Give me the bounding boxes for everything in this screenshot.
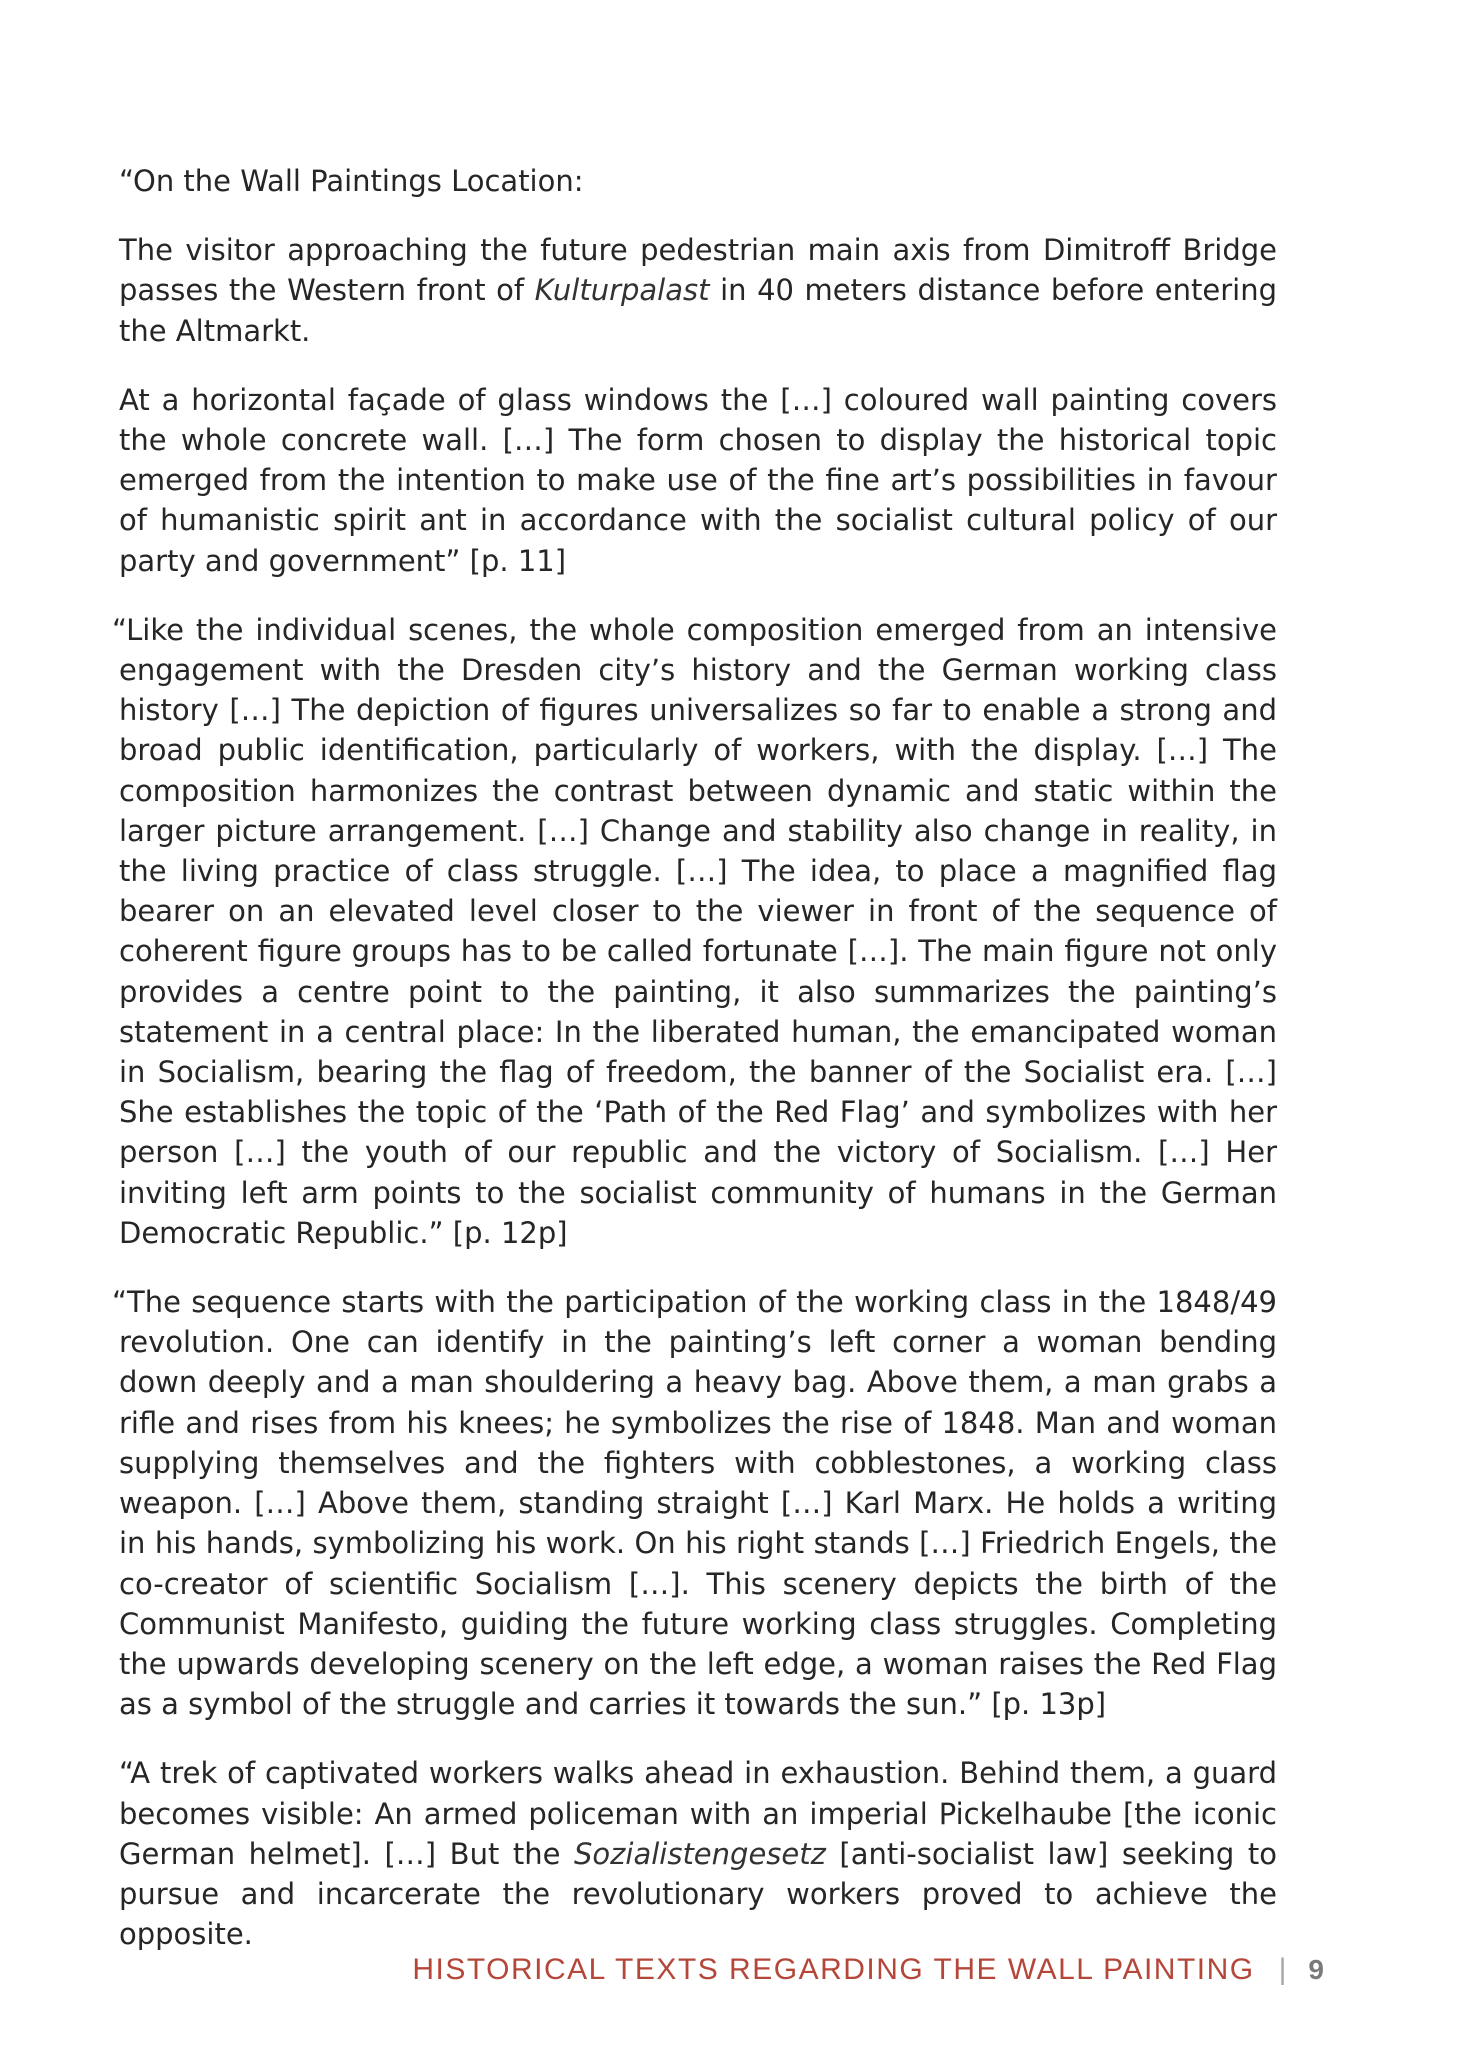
paragraph-trek [119,1753,1277,1954]
paragraph-facade: At a horizontal façade of glass windows the […] coloured wall painting covers the whole concrete wall. […] The form chosen to display the historical topic emerged from the intention to make use of the fine art’s possibilities in favour of humanistic spirit ant in accordance with the socialist cultural policy of our party and government” [p. 11] [119,382,1277,578]
paragraph-text: The visitor approaching the future pedestrian main axis from Dimitroff Bridge passes the Western front of [119,233,1277,308]
page-number: 9 [1308,1954,1324,1985]
italic-term-kulturpalast: Kulturpalast [534,273,710,308]
paragraph-sequence: “The sequence starts with the participation of the working class in the 1848/49 revolution. One can identify in the painting’s left corner a woman bending down deeply and a man shouldering a heavy bag. Above them, a man grabs a rifle and rises from his knees; he symbolizes the rise of 1848. Man and woman supplying themselves and the fighters with cobblestones, a working class weapon. […] Above them, standing straight […] Karl Marx. He holds a writing in his hands, symbolizing his work. On his right stands […] Friedrich Engels, the co-creator of scientific Socialism […]. This scenery depicts the birth of the Communist Manifesto, guiding the future working class struggles. Completing the upwards developing scenery on the left edge, a woman raises the Red Flag as a symbol of the struggle and carries it towards the sun.” [p. 13p] [112,1285,1277,1722]
running-footer-title: HISTORICAL TEXTS REGARDING THE WALL PAINTING [412,1953,1255,1986]
paragraph-text: “A trek of captivated workers walks ahead in exhaustion. Behind them, a guard becomes visible: An armed policeman with an imperial Pickelhaube [the iconic German helmet]. […] But the [119,1756,1277,1871]
body-text [112,161,1278,1954]
paragraph-text: [anti-socialist law] seeking to pursue and incarcerate the revolutionary workers proved to achieve the opposite. [119,1836,1278,1952]
location-heading: “On the Wall Paintings Location: [119,164,584,198]
footer-separator: | [1278,1953,1287,1986]
page-footer [412,1948,1324,1992]
paragraph-text: in 40 meters distance before entering the Altmarkt. [119,273,1277,348]
paragraph-composition: “Like the individual scenes, the whole composition emerged from an intensive engagement with the Dresden city’s history and the German working class history […] The depiction of figures universalizes so far to enable a strong and broad public identification, particularly of workers, with the display. […] The composition harmonizes the contrast between dynamic and static within the larger picture arrangement. […] Change and stability also change in reality, in the living practice of class struggle. […] The idea, to place a magnified flag bearer on an elevated level closer to the viewer in front of the sequence of coherent figure groups has to be called fortunate […]. The main figure not only provides a centre point to the painting, it also summarizes the painting’s statement in a central place: In the liberated human, the emancipated woman in Socialism, bearing the flag of freedom, the banner of the Socialist era. […] She establishes the topic of the ‘Path of the Red Flag’ and symbolizes with her person […] the youth of our republic and the victory of Socialism. […] Her inviting left arm points to the socialist community of humans in the German Democratic Republic.” [p. 12p] [112,612,1277,1250]
italic-term-sozialistengesetz: Sozialistengesetz [574,1836,826,1871]
paragraph-visitor-approach [119,230,1277,351]
